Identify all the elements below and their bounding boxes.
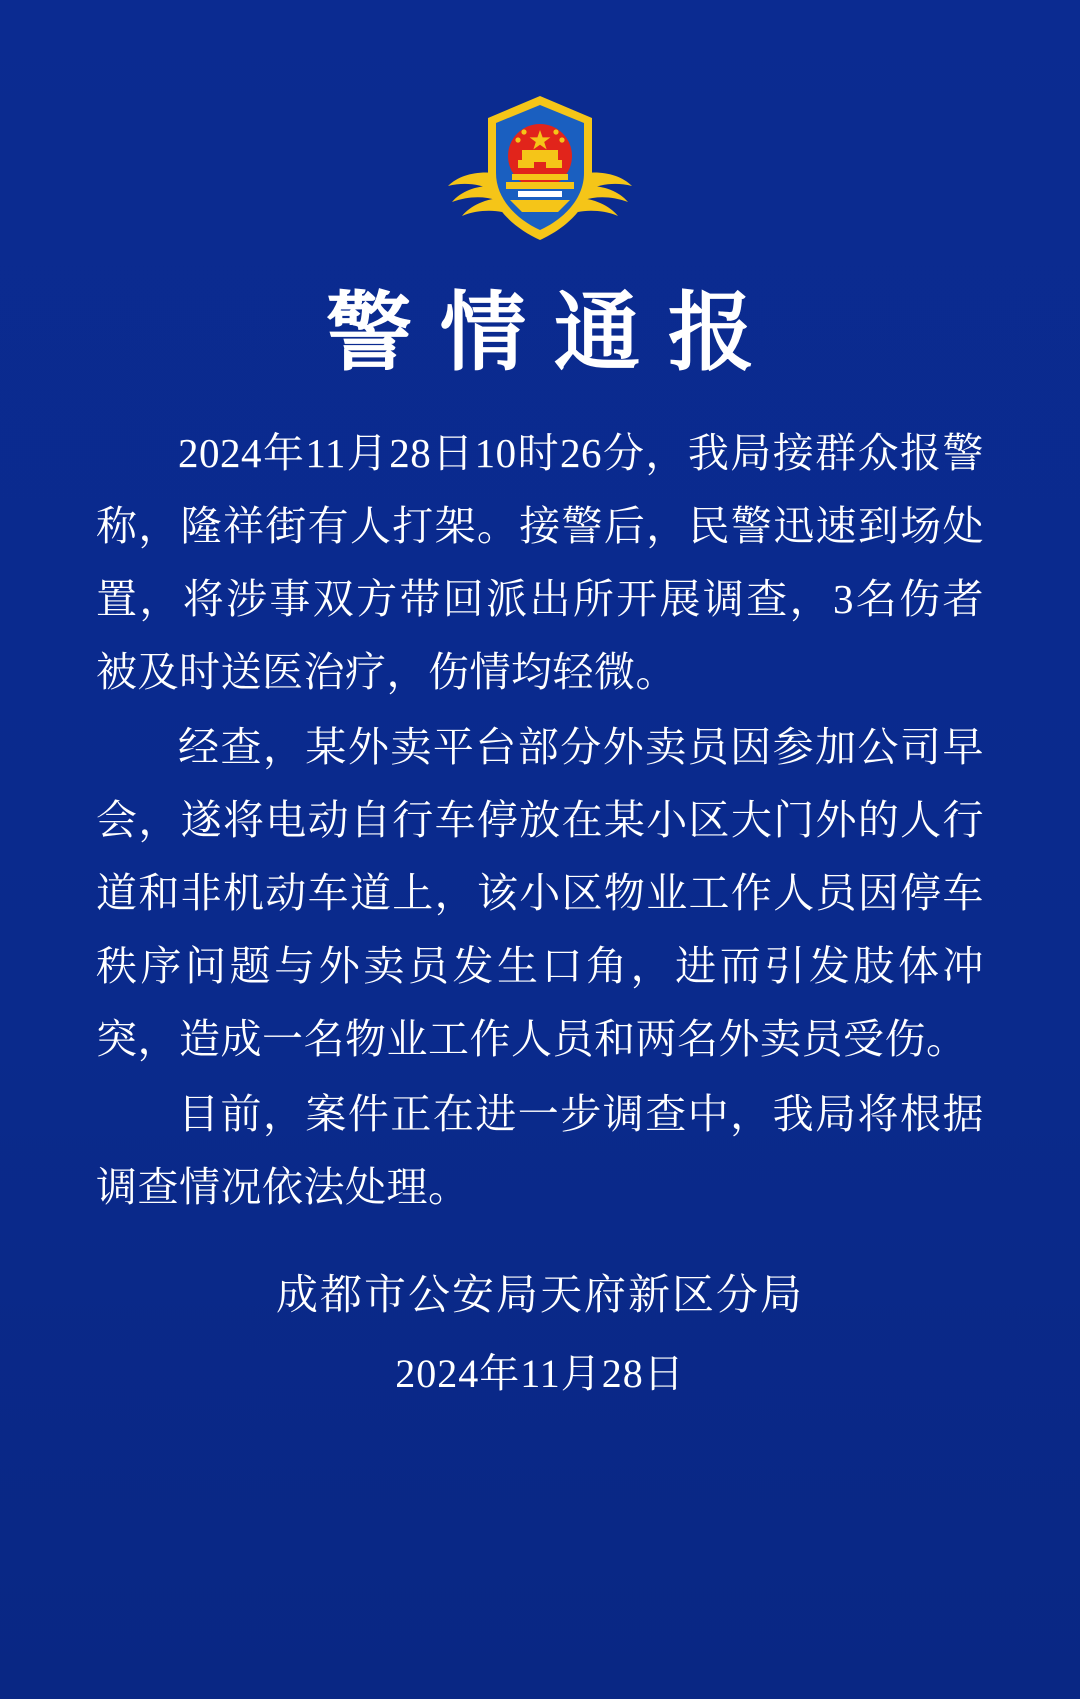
notice-footer — [0, 1265, 1080, 1399]
paragraph-3: 目前，案件正在进一步调查中，我局将根据调查情况依法处理。 — [96, 1090, 984, 1210]
issuing-organization: 成都市公安局天府新区分局 — [275, 1273, 804, 1319]
paragraph-1: 2024年11月28日10时26分，我局接群众报警称，隆祥街有人打架。接警后，民警迅速到场处置，将涉事双方带回派出所开展调查，3名伤者被及时送医治疗，伤情均轻微。 — [96, 429, 984, 695]
notice-body — [96, 417, 984, 1224]
emblem-container — [96, 0, 984, 258]
issue-date: 2024年11月28日 — [395, 1351, 685, 1396]
paragraph-2: 经查，某外卖平台部分外卖员因参加公司早会，遂将电动自行车停放在某小区大门外的人行道和非机动车道上，该小区物业工作人员因停车秩序问题与外卖员发生口角，进而引发肢体冲突，造成一名物业工作人员和两名外卖员受伤。 — [96, 723, 984, 1062]
china-police-emblem-icon — [440, 78, 640, 258]
page-title: 警情通报 — [326, 285, 782, 381]
